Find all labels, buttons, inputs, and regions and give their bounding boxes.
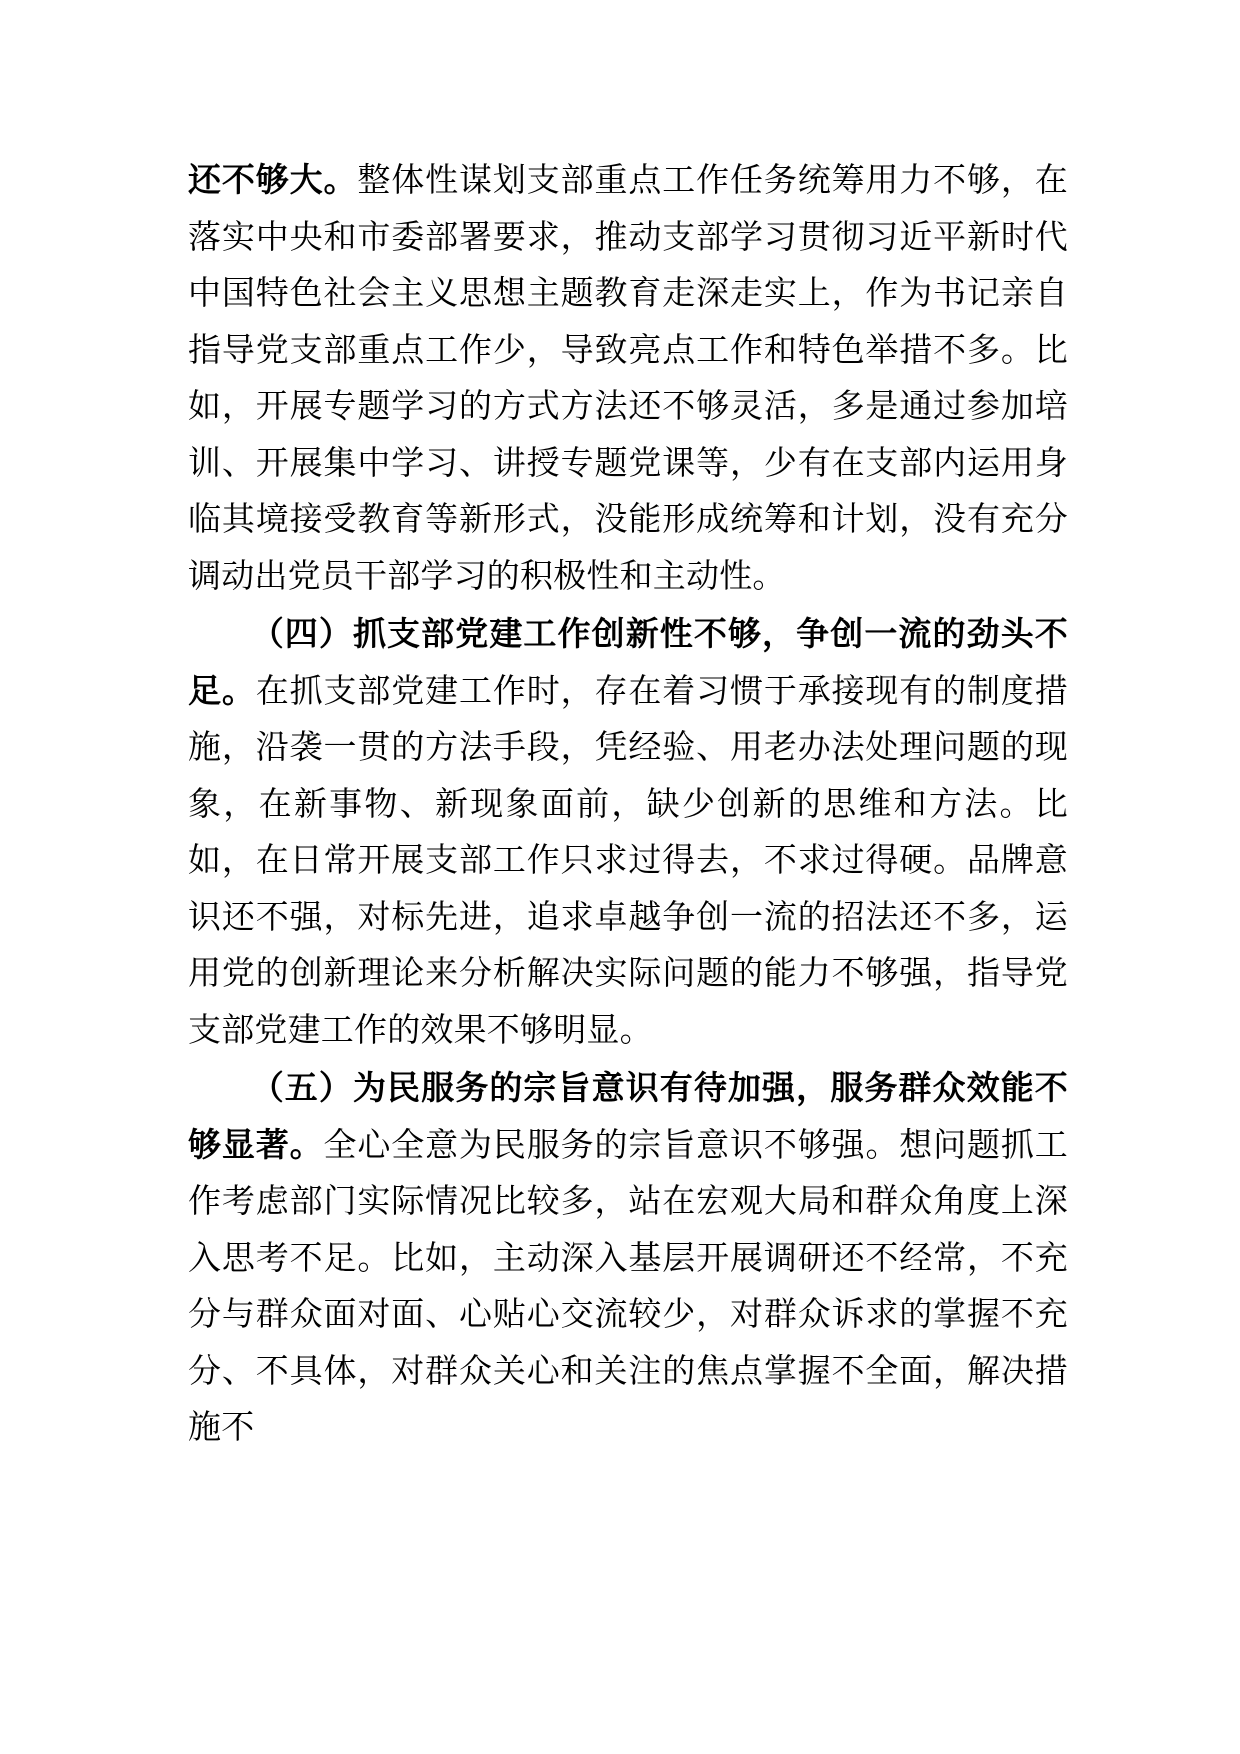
document-body <box>188 152 1068 1456</box>
paragraph-continuation <box>188 152 1068 604</box>
section-heading-5: （五）为民服务的宗旨意识有待加强，服务群众效能不够显著。 <box>188 1068 1068 1164</box>
section-heading-4: （四）抓支部党建工作创新性不够，争创一流的劲头不足。 <box>188 614 1068 710</box>
paragraph-text: 全心全意为民服务的宗旨意识不够强。想问题抓工作考虑部门实际情况比较多，站在宏观大局和群众角度上深入思考不足。比如，主动深入基层开展调研还不经常，不充分与群众面对面、心贴心交流较少，对群众诉求的掌握不充分、不具体，对群众关心和关注的焦点掌握不全面，解决措施不 <box>188 1124 1068 1446</box>
paragraph-lead: 还不够大。 <box>188 160 358 199</box>
paragraph-text: 在抓支部党建工作时，存在着习惯于承接现有的制度措施，沿袭一贯的方法手段，凭经验、用老办法处理问题的现象，在新事物、新现象面前，缺少创新的思维和方法。比如，在日常开展支部工作只求过得去，不求过得硬。品牌意识还不强，对标先进，追求卓越争创一流的招法还不多，运用党的创新理论来分析解决实际问题的能力不够强，指导党支部党建工作的效果不够明显。 <box>188 670 1068 1049</box>
paragraph-section-5 <box>188 1060 1068 1456</box>
paragraph-text: 整体性谋划支部重点工作任务统筹用力不够，在落实中央和市委部署要求，推动支部学习贯彻习近平新时代中国特色社会主义思想主题教育走深走实上，作为书记亲自指导党支部重点工作少，导致亮点工作和特色举措不多。比如，开展专题学习的方式方法还不够灵活，多是通过参加培训、开展集中学习、讲授专题党课等，少有在支部内运用身临其境接受教育等新形式，没能形成统筹和计划，没有充分调动出党员干部学习的积极性和主动性。 <box>188 160 1068 595</box>
paragraph-section-4 <box>188 606 1068 1058</box>
